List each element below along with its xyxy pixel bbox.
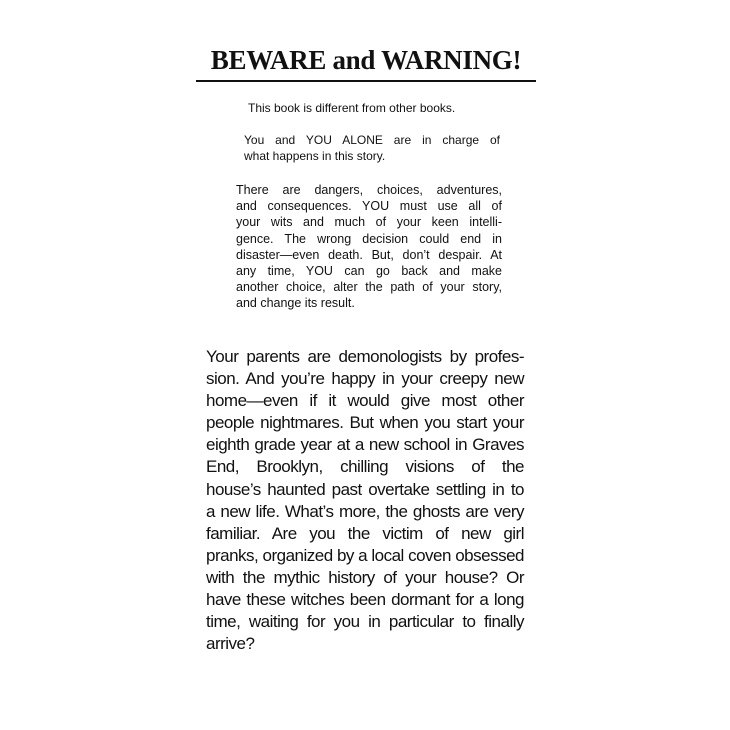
blurb-line: a new life. What’s more, the ghosts are very [206,501,524,521]
intro-line: another choice, alter the path of your story, [236,280,502,295]
blurb-line: house’s haunted past overtake settling in to [206,479,524,499]
intro-line: and change its result. [236,296,355,311]
blurb-line: people nightmares. But when you start your [206,413,524,433]
intro-line: You and YOU ALONE are in charge of [244,133,500,147]
intro-line: This book is different from other books. [248,101,456,115]
blurb-line: Your parents are demonologists by profes- [206,347,524,366]
intro-paragraph-3 [236,182,502,312]
blurb-line: pranks, organized by a local coven obsessed [206,545,524,565]
blurb-line: have these witches been dormant for a long [206,590,524,610]
blurb-line: arrive? [206,634,255,654]
warning-title: BEWARE and WARNING! [210,45,522,75]
blurb-line: End, Brooklyn, chilling visions of the [206,457,524,477]
blurb-line: home—even if it would give most other [206,391,524,411]
intro-paragraph-2 [244,132,500,164]
blurb-line: with the mythic history of your house? Or [206,567,524,587]
story-blurb [206,346,524,655]
intro-line: any time, YOU can go back and make [236,264,502,279]
blurb-line: eighth grade year at a new school in Graves [206,435,524,455]
title-underline-rule [196,80,536,82]
intro-line: your wits and much of your keen intelli- [236,215,502,230]
intro-line: what happens in this story. [244,149,386,163]
intro-paragraph-1 [248,100,498,116]
blurb-line: sion. And you’re happy in your creepy new [206,369,524,389]
intro-line: gence. The wrong decision could end in [236,231,502,246]
blurb-line: familiar. Are you the victim of new girl [206,523,524,543]
intro-line: disaster—even death. But, don’t despair. At [236,247,502,262]
blurb-line: time, waiting for you in particular to finally [206,612,524,632]
intro-line: and consequences. YOU must use all of [236,199,502,214]
intro-line: There are dangers, choices, adventures, [236,183,502,197]
